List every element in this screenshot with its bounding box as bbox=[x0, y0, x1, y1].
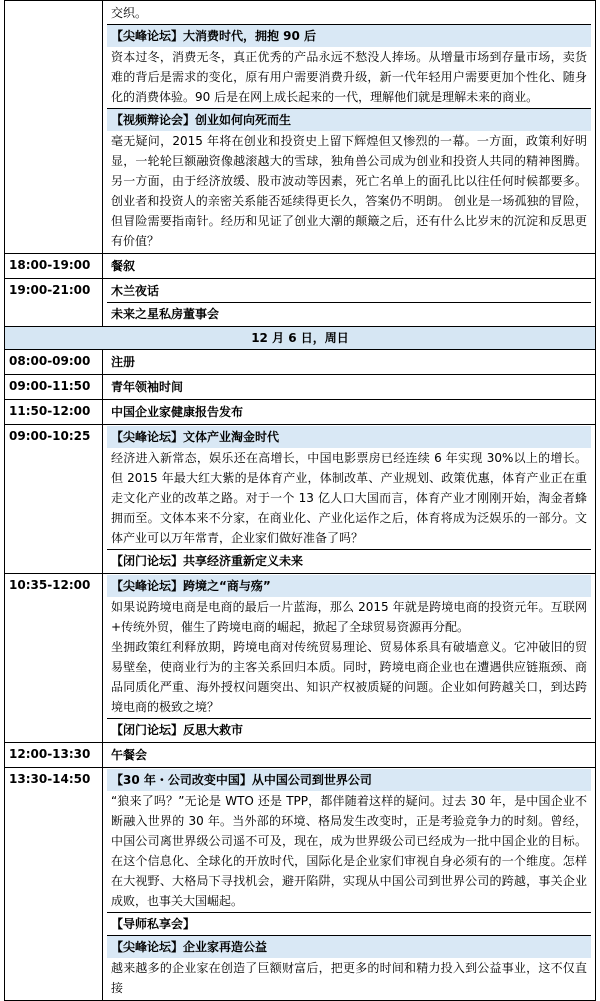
content-cell bbox=[103, 425, 596, 574]
table-row bbox=[5, 1, 596, 254]
session-title: 中国企业家健康报告发布 bbox=[111, 405, 244, 419]
session-block bbox=[107, 426, 591, 549]
session-title: 注册 bbox=[111, 355, 136, 369]
table-row bbox=[5, 425, 596, 574]
session-text: 越来越多的企业家在创造了巨额财富后，把更多的时间和精力投入到公益事业，这不仅直接 bbox=[111, 961, 587, 995]
session-title: 餐叙 bbox=[111, 259, 136, 273]
session-block bbox=[107, 935, 591, 999]
session-title: 【尖峰论坛】大消费时代，拥抱 90 后 bbox=[107, 25, 591, 47]
table-row bbox=[5, 574, 596, 743]
session-title: 【导师私享会】 bbox=[107, 912, 591, 935]
table-row bbox=[5, 400, 596, 425]
time-cell: 13:30-14:50 bbox=[5, 768, 103, 1001]
session-title: 青年领袖时间 bbox=[111, 380, 184, 394]
session-title: 【闭门论坛】反思大救市 bbox=[107, 718, 591, 741]
session-text: 资本过冬，消费无冬，真正优秀的产品永远不愁没人捧场。从增量市场到存量市场，卖货难的背后是需求的变化，原有用户需要消费升级，新一代年轻用户需要更加个性化、随身化的消费体验。90 后是在网上成长起来的一代，理解他们就是理解未来的商业。 bbox=[111, 50, 587, 104]
table-row bbox=[5, 743, 596, 768]
session-title: 【尖峰论坛】企业家再造公益 bbox=[107, 936, 591, 958]
table-row bbox=[5, 375, 596, 400]
content-cell bbox=[103, 375, 596, 400]
time-cell: 11:50-12:00 bbox=[5, 400, 103, 425]
time-cell: 18:00-19:00 bbox=[5, 254, 103, 279]
session-text: 坐拥政策红利释放期，跨境电商对传统贸易理论、贸易体系具有破墙意义。它冲破旧的贸易壁垒，使商业行为的主客关系回归本质。同时，跨境电商企业也在遭遇供应链瓶颈、商品同质化严重、海外授权问题突出、知识产权被质疑的问题。企业如何跨越关口，到达跨境电商的极致之境？ bbox=[111, 640, 587, 714]
session-text: 交织。 bbox=[111, 6, 148, 20]
table-row bbox=[5, 254, 596, 279]
session-block bbox=[107, 108, 591, 252]
day-header-row bbox=[5, 327, 596, 350]
content-cell bbox=[103, 254, 596, 279]
time-cell: 10:35-12:00 bbox=[5, 574, 103, 743]
time-cell: 09:00-10:25 bbox=[5, 425, 103, 574]
content-cell bbox=[103, 743, 596, 768]
session-block bbox=[107, 2, 591, 24]
content-cell bbox=[103, 350, 596, 375]
session-block bbox=[107, 769, 591, 912]
session-block bbox=[107, 24, 591, 108]
table-row bbox=[5, 768, 596, 1001]
table-row bbox=[5, 350, 596, 375]
time-cell bbox=[5, 1, 103, 254]
time-cell: 19:00-21:00 bbox=[5, 279, 103, 327]
session-text: 经济进入新常态，娱乐还在高增长，中国电影票房已经连续 6 年实现 30%以上的增长。但 2015 年最大红大紫的是体育产业，体制改革、产业规划、政策优惠，体育产业正在重走文化产业的改革之路。对于一个 13 亿人口大国而言，体育产业才刚刚开始，淘金者蜂拥而至。文体本来不分家，在商业化、产业化运作之后，体育将成为泛娱乐的一部分。文体产业可以万年常青，企业家们做好准备了吗？ bbox=[111, 451, 587, 545]
session-title: 午餐会 bbox=[111, 748, 148, 762]
session-block bbox=[107, 575, 591, 718]
session-title: 【视频辩论会】创业如何向死而生 bbox=[107, 109, 591, 131]
day-header: 12 月 6 日，周日 bbox=[5, 327, 596, 350]
table-row bbox=[5, 279, 596, 327]
session-title: 未来之星私房董事会 bbox=[107, 302, 591, 325]
session-title: 【尖峰论坛】文体产业淘金时代 bbox=[107, 426, 591, 448]
time-cell: 09:00-11:50 bbox=[5, 375, 103, 400]
time-cell: 12:00-13:30 bbox=[5, 743, 103, 768]
agenda-table bbox=[4, 0, 596, 1001]
content-cell bbox=[103, 1, 596, 254]
agenda-page bbox=[4, 0, 596, 995]
content-cell bbox=[103, 400, 596, 425]
content-cell bbox=[103, 279, 596, 327]
session-text: 毫无疑问，2015 年将在创业和投资史上留下辉煌但又惨烈的一幕。一方面，政策利好明显，一轮轮巨额融资像越滚越大的雪球，独角兽公司成为创业和投资人共同的精神图腾。另一方面，由于经济放缓、股市波动等因素，死亡名单上的面孔比以往任何时候都要多。创业者和投资人的亲密关系能否延续得更长久，答案仍不明朗。 创业是一场孤独的冒险，但冒险需要指南针。经历和见证了创业大潮的颠簸之后，还有什么比岁末的沉淀和反思更有价值？ bbox=[111, 134, 587, 248]
time-cell: 08:00-09:00 bbox=[5, 350, 103, 375]
session-text: “狼来了吗？”无论是 WTO 还是 TPP，都伴随着这样的疑问。过去 30 年，是中国企业不断融入世界的 30 年。当外部的环境、格局发生改变时，正是考验竞争力的时刻。曾经，中国公司离世界级公司遥不可及，现在，成为世界级公司已经成为一批中国企业的目标。在这个信息化、全球化的开放时代，国际化是企业家们审视自身必须有的一个维度。怎样在大视野、大格局下寻找机会，避开陷阱，实现从中国公司到世界公司的跨越，事关企业成败，也事关大国崛起。 bbox=[111, 794, 587, 908]
session-text: 如果说跨境电商是电商的最后一片蓝海，那么 2015 年就是跨境电商的投资元年。互联网+传统外贸，催生了跨境电商的崛起，掀起了全球贸易资源再分配。 bbox=[111, 600, 587, 634]
content-cell bbox=[103, 768, 596, 1001]
session-title: 【尖峰论坛】跨境之“商与殇” bbox=[107, 575, 591, 597]
session-title: 【30 年・公司改变中国】从中国公司到世界公司 bbox=[107, 769, 591, 791]
session-title: 【闭门论坛】共享经济重新定义未来 bbox=[107, 549, 591, 572]
session-title: 木兰夜话 bbox=[111, 284, 160, 298]
content-cell bbox=[103, 574, 596, 743]
